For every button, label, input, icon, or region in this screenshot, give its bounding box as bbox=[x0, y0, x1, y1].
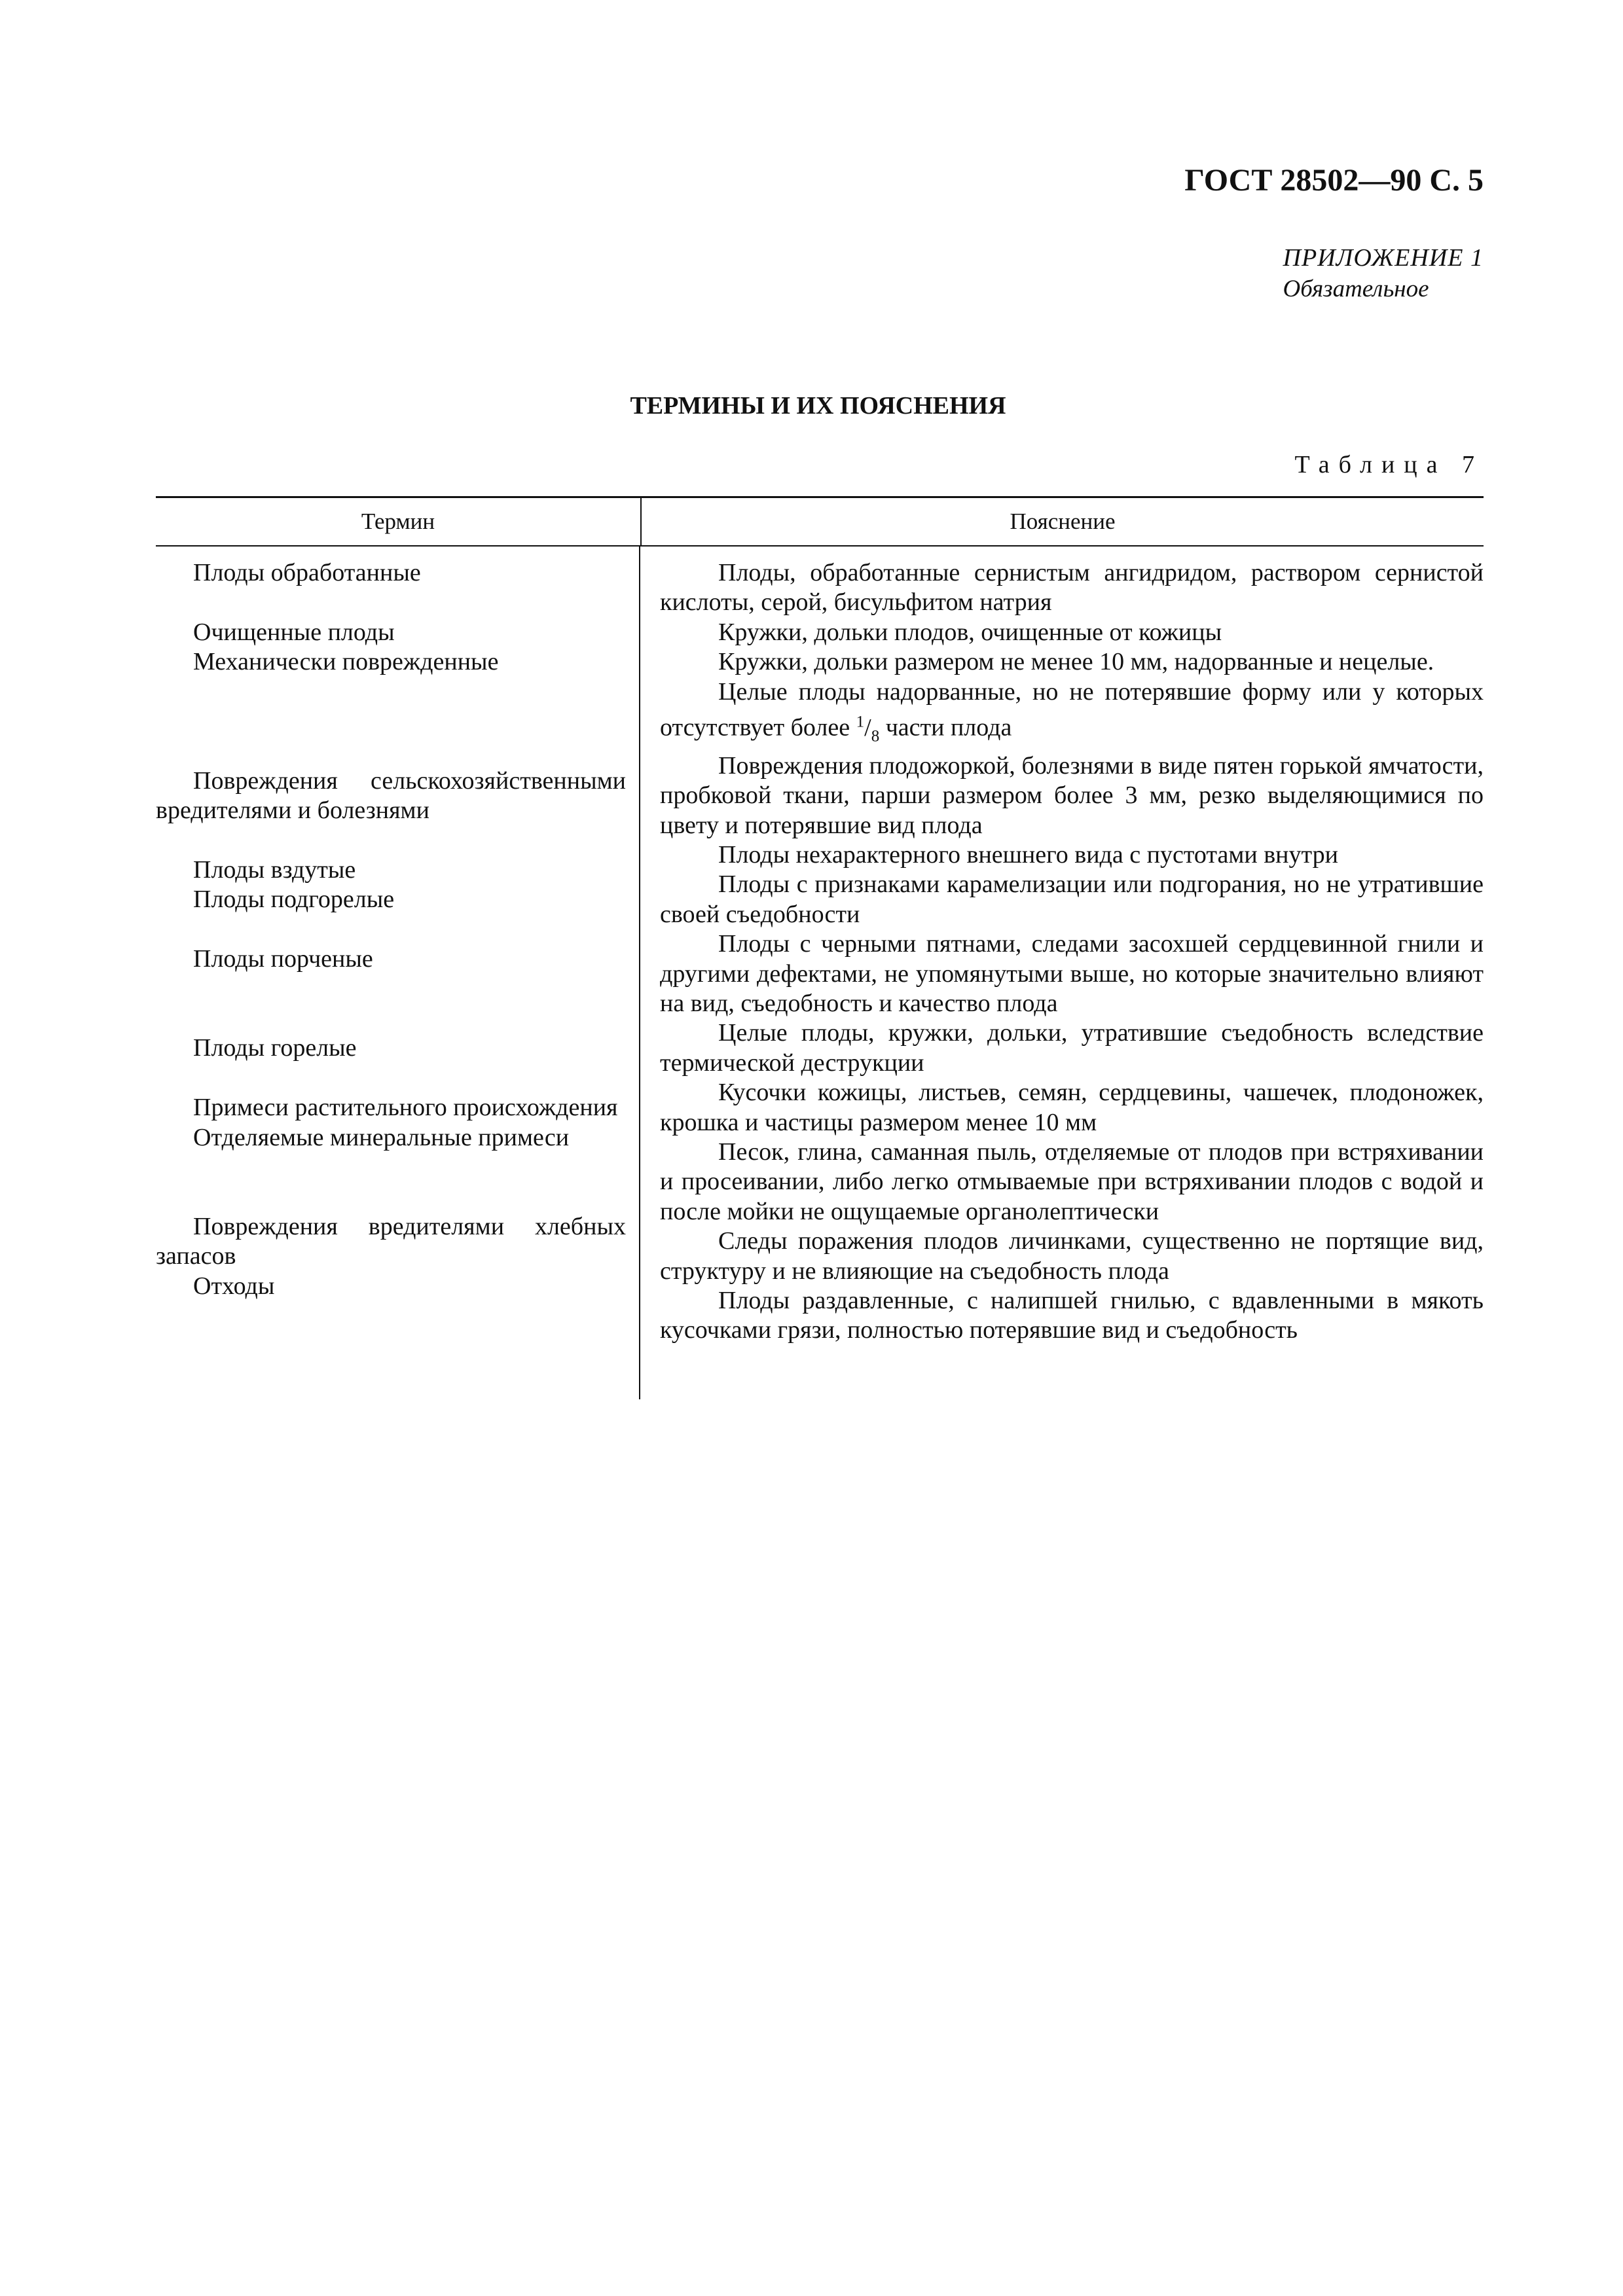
fraction-numerator: 1 bbox=[856, 713, 865, 731]
explanation-cell-continued bbox=[660, 677, 1484, 751]
appendix-number: ПРИЛОЖЕНИЕ 1 bbox=[1283, 244, 1484, 272]
term-cell: Плоды вздутые bbox=[193, 856, 356, 884]
term-cell: Механически поврежденные bbox=[193, 648, 499, 676]
term-cell: Повреждения сельскохозяйственными вредителями и болезнями bbox=[156, 766, 626, 825]
explanation-cell: Песок, глина, саманная пыль, отделяемые от плодов при встряхивании и просеивании, либо легко отмываемые при встряхивании плодов с водой и после мойки не ощущаемые органолептически bbox=[660, 1138, 1484, 1225]
explanation-text: части плода bbox=[885, 713, 1012, 742]
table-header bbox=[156, 498, 1484, 545]
term-cell: Отходы bbox=[193, 1272, 275, 1300]
table-body bbox=[156, 547, 1484, 1399]
explanation-column bbox=[640, 547, 1484, 1399]
explanation-cell: Плоды, обработанные сернистым ангидридом, раствором сернистой кислоты, серой, бисульфитом натрия bbox=[660, 559, 1484, 617]
term-cell: Плоды порченые bbox=[193, 945, 373, 973]
term-cell: Очищенные плоды bbox=[193, 618, 395, 646]
table-label: Таблица 7 bbox=[1294, 451, 1484, 478]
explanation-cell: Кусочки кожицы, листьев, семян, сердцевины, чашечек, плодоножек, крошка и частицы размером менее 10 мм bbox=[660, 1079, 1484, 1136]
page-title: ТЕРМИНЫ И ИХ ПОЯСНЕНИЯ bbox=[630, 392, 1006, 420]
explanation-cell: Плоды с черными пятнами, следами засохшей сердцевинной гнили и другими дефектами, не упомянутыми выше, но которые значительно влияют на вид, съедобность и качество плода bbox=[660, 930, 1484, 1017]
term-cell: Повреждения вредителями хлебных запасов bbox=[156, 1212, 626, 1270]
explanation-cell: Целые плоды, кружки, дольки, утратившие съедобность вследствие термической деструкции bbox=[660, 1019, 1484, 1077]
term-cell: Плоды подгорелые bbox=[193, 886, 395, 914]
fraction-denominator: 8 bbox=[871, 727, 880, 745]
term-cell: Плоды горелые bbox=[193, 1034, 357, 1062]
explanation-cell: Кружки, дольки размером не менее 10 мм, надорванные и нецелые. bbox=[718, 648, 1434, 676]
explanation-text: Целые плоды надорванные, но не потерявшие форму или у которых отсутствует более bbox=[660, 677, 1484, 742]
terms-table bbox=[156, 496, 1484, 1399]
explanation-cell: Кружки, дольки плодов, очищенные от кожицы bbox=[718, 618, 1222, 646]
explanation-cell: Плоды с признаками карамелизации или подгорания, но не утратившие своей съедобности bbox=[660, 870, 1484, 928]
explanation-cell: Плоды раздавленные, с налипшей гнилью, с вдавленными в мякоть кусочками грязи, полностью потерявшие вид и съедобность bbox=[660, 1287, 1484, 1344]
term-cell: Примеси растительного происхождения bbox=[193, 1094, 618, 1122]
term-cell: Отделяемые минеральные примеси bbox=[193, 1123, 570, 1151]
fraction: $^1/_8$ bbox=[856, 713, 880, 745]
term-column bbox=[156, 547, 640, 1399]
document-id: ГОСТ 28502—90 С. 5 bbox=[1184, 163, 1484, 198]
explanation-cell: Плоды нехарактерного внешнего вида с пустотами внутри bbox=[718, 840, 1338, 869]
explanation-cell: Следы поражения плодов личинками, существенно не портящие вид, структуру и не влияющие на съедобность плода bbox=[660, 1227, 1484, 1285]
term-cell: Плоды обработанные bbox=[193, 559, 421, 586]
explanation-cell: Повреждения плодожоркой, болезнями в виде пятен горькой ямчатости, пробковой ткани, парши размером более 3 мм, резко выделяющимися по цвету и потерявшие вид плода bbox=[660, 751, 1484, 839]
appendix-status: Обязательное bbox=[1283, 276, 1429, 302]
column-header-term: Термин bbox=[156, 498, 642, 545]
appendix-block bbox=[1283, 242, 1484, 305]
column-header-explanation: Пояснение bbox=[1010, 509, 1116, 534]
